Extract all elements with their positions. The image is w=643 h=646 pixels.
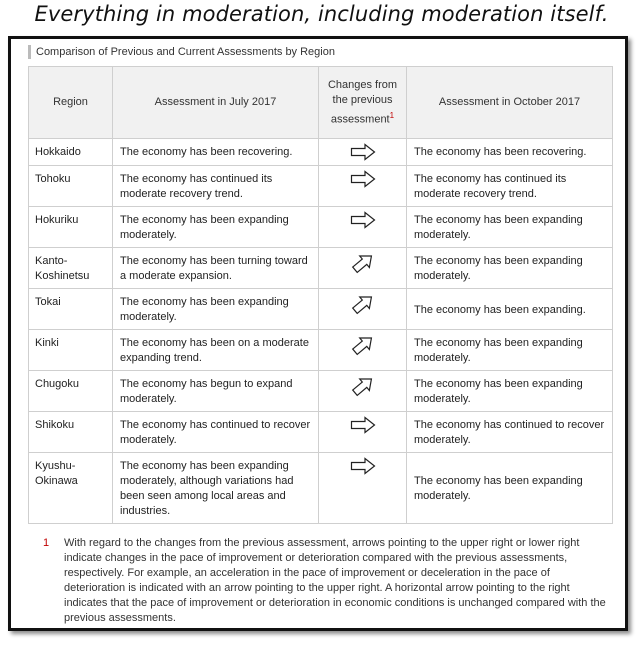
table-row [29,166,613,207]
change-cell [319,371,407,412]
table-caption: Comparison of Previous and Current Assessments by Region [28,45,335,59]
table-row [29,248,613,289]
change-cell [319,330,407,371]
arrow-right-icon [319,143,406,161]
july-assessment-cell: The economy has continued to recover moderately. [113,412,319,453]
october-assessment-cell: The economy has been expanding. [407,289,613,330]
october-assessment-cell: The economy has been recovering. [407,139,613,166]
arrow-upper-right-icon [319,293,406,315]
change-cell [319,453,407,524]
header-july: Assessment in July 2017 [113,67,319,139]
change-cell [319,207,407,248]
july-assessment-cell: The economy has been expanding moderately. [113,207,319,248]
table-row [29,207,613,248]
region-cell: Hokuriku [29,207,113,248]
july-assessment-cell: The economy has continued its moderate recovery trend. [113,166,319,207]
table-row [29,330,613,371]
table-header-row [29,67,613,139]
arrow-right-icon [319,211,406,229]
table-row [29,412,613,453]
footnote-text: With regard to the changes from the previous assessment, arrows pointing to the upper right or lower right indicate changes in the pace of improvement or deterioration compared with the previous assessments, respectively. For example, an acceleration in the pace of improvement or deceleration in the pace of deterioration is indicated with an arrow pointing to the upper right. A horizontal arrow pointing to the right indicates that the pace of improvement or deterioration in economic conditions is unchanged compared with the previous assessments. [64,537,606,624]
document-frame [8,36,628,631]
july-assessment-cell: The economy has been recovering. [113,139,319,166]
change-cell [319,139,407,166]
header-region: Region [29,67,113,139]
october-assessment-cell: The economy has been expanding moderately. [407,248,613,289]
change-cell [319,412,407,453]
arrow-upper-right-icon [319,334,406,356]
footnote-mark: 1 [389,110,395,120]
july-assessment-cell: The economy has been expanding moderately, although variations had been seen among local areas and industries. [113,453,319,524]
header-changes [319,67,407,139]
quote-title: Everything in moderation, including moderation itself. [34,2,609,26]
table-row [29,139,613,166]
arrow-right-icon [319,457,406,475]
region-cell: Tokai [29,289,113,330]
october-assessment-cell: The economy has continued its moderate recovery trend. [407,166,613,207]
change-cell [319,248,407,289]
region-cell: Shikoku [29,412,113,453]
footnote [28,536,612,626]
region-cell: Kinki [29,330,113,371]
october-assessment-cell: The economy has been expanding moderately. [407,330,613,371]
october-assessment-cell: The economy has been expanding moderately. [407,207,613,248]
region-cell: Kyushu-Okinawa [29,453,113,524]
change-cell [319,289,407,330]
october-assessment-cell: The economy has been expanding moderately. [407,453,613,524]
july-assessment-cell: The economy has been turning toward a moderate expansion. [113,248,319,289]
july-assessment-cell: The economy has been expanding moderately. [113,289,319,330]
footnote-number: 1 [43,537,50,549]
header-changes-label: Changes from the previous assessment [327,78,398,126]
table-row [29,289,613,330]
region-cell: Kanto-Koshinetsu [29,248,113,289]
october-assessment-cell: The economy has been expanding moderately. [407,371,613,412]
table-row [29,453,613,524]
change-cell [319,166,407,207]
table-row [29,371,613,412]
july-assessment-cell: The economy has been on a moderate expanding trend. [113,330,319,371]
region-cell: Tohoku [29,166,113,207]
region-cell: Hokkaido [29,139,113,166]
october-assessment-cell: The economy has continued to recover moderately. [407,412,613,453]
july-assessment-cell: The economy has begun to expand moderately. [113,371,319,412]
arrow-right-icon [319,416,406,434]
assessment-table [28,66,613,524]
arrow-upper-right-icon [319,252,406,274]
arrow-right-icon [319,170,406,188]
region-cell: Chugoku [29,371,113,412]
header-october: Assessment in October 2017 [407,67,613,139]
arrow-upper-right-icon [319,375,406,397]
